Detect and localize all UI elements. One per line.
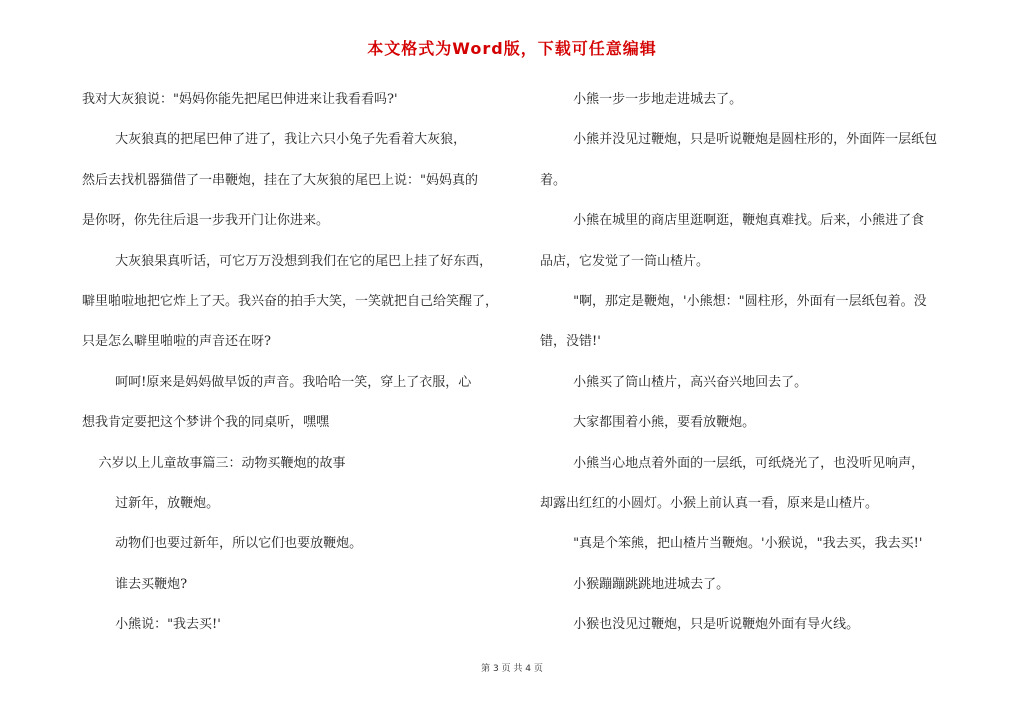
paragraph-line: 小猴也没见过鞭炮，只是听说鞭炮外面有导火线。 bbox=[540, 617, 860, 633]
paragraph-line: 错，没错!' bbox=[540, 334, 601, 350]
paragraph-line: 噼里啪啦地把它炸上了天。我兴奋的拍手大笑，一笑就把自己给笑醒了， bbox=[82, 294, 499, 310]
paragraph-line: 品店，它发觉了一筒山楂片。 bbox=[540, 253, 710, 269]
paragraph-line: 小熊说："我去买!' bbox=[82, 617, 221, 633]
paragraph-line: 我对大灰狼说："妈妈你能先把尾巴伸进来让我看看吗?' bbox=[82, 92, 398, 107]
paragraph-line: 是你呀，你先往后退一步我开门让你进来。 bbox=[82, 213, 330, 229]
paragraph-line: 大家都围着小熊，要看放鞭炮。 bbox=[540, 415, 756, 431]
paragraph-line: 呵呵!原来是妈妈做早饭的声音。我哈哈一笑，穿上了衣服，心 bbox=[82, 374, 472, 390]
paragraph-line: 过新年，放鞭炮。 bbox=[82, 496, 220, 512]
paragraph-line: 动物们也要过新年，所以它们也要放鞭炮。 bbox=[82, 536, 363, 552]
paragraph-line: 大灰狼果真听话，可它万万没想到我们在它的尾巴上挂了好东西， bbox=[82, 253, 493, 269]
left-text-column bbox=[82, 80, 522, 646]
paragraph-line: 小熊买了筒山楂片，高兴奋兴地回去了。 bbox=[540, 374, 808, 390]
document-header-title: 本文格式为Word版，下载可任意编辑 bbox=[367, 39, 657, 58]
paragraph-line: 小熊当心地点着外面的一层纸，可纸烧光了，也没听见响声， bbox=[540, 455, 925, 471]
paragraph-line: 谁去买鞭炮? bbox=[82, 576, 188, 592]
paragraph-line: "真是个笨熊，把山楂片当鞭炮。'小猴说，"我去买，我去买!' bbox=[540, 536, 923, 552]
paragraph-line: 却露出红红的小圆灯。小猴上前认真一看，原来是山楂片。 bbox=[540, 496, 879, 512]
section-heading: 六岁以上儿童故事篇三：动物买鞭炮的故事 bbox=[82, 455, 346, 471]
paragraph-line: 小猴蹦蹦跳跳地进城去了。 bbox=[540, 576, 730, 592]
paragraph-line: 想我肯定要把这个梦讲个我的同桌听，嘿嘿 bbox=[82, 415, 330, 431]
right-text-column bbox=[540, 80, 960, 646]
paragraph-line: 小熊并没见过鞭炮，只是听说鞭炮是圆柱形的，外面阵一层纸包 bbox=[540, 132, 938, 148]
page-number-footer: 第 3 页 共 4 页 bbox=[481, 664, 543, 674]
paragraph-line: 着。 bbox=[540, 172, 567, 188]
paragraph-line: "啊，那定是鞭炮，'小熊想："圆柱形，外面有一层纸包着。没 bbox=[540, 294, 927, 310]
paragraph-line: 小熊在城里的商店里逛啊逛，鞭炮真难找。后来，小熊进了食 bbox=[540, 213, 925, 229]
paragraph-line: 只是怎么噼里啪啦的声音还在呀? bbox=[82, 334, 271, 350]
paragraph-line: 大灰狼真的把尾巴伸了进了，我让六只小兔子先看着大灰狼， bbox=[82, 132, 467, 148]
paragraph-line: 然后去找机器猫借了一串鞭炮，挂在了大灰狼的尾巴上说："妈妈真的 bbox=[82, 172, 478, 188]
paragraph-line: 小熊一步一步地走进城去了。 bbox=[540, 92, 743, 107]
